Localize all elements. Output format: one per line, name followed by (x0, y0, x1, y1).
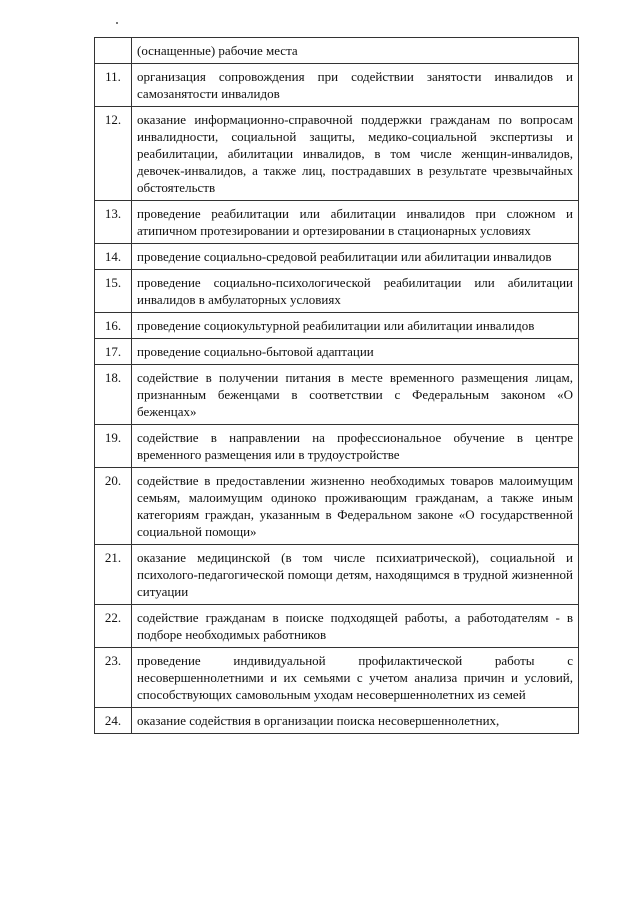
table-row (95, 708, 579, 734)
row-number: 23. (95, 648, 132, 708)
row-text: содействие в получении питания в месте временного размещения лицам, признанным беженцами в соответствии с Федеральным законом «О беженцах» (132, 365, 579, 425)
table-row (95, 38, 579, 64)
row-number: 24. (95, 708, 132, 734)
row-number: 18. (95, 365, 132, 425)
row-text: оказание информационно-справочной поддержки гражданам по вопросам инвалидности, социальной защиты, медико-социальной экспертизы и реабилитации, абилитации инвалидов, в том числе женщин-инвалидов, девочек-инвалидов, а также лиц, пострадавших в результате чрезвычайных обстоятельств (132, 107, 579, 201)
row-text: проведение социально-бытовой адаптации (132, 339, 579, 365)
row-number: 21. (95, 545, 132, 605)
row-text: содействие в направлении на профессиональное обучение в центре временного размещения или в трудоустройстве (132, 425, 579, 468)
row-text: оказание содействия в организации поиска несовершеннолетних, (132, 708, 579, 734)
table-row (95, 468, 579, 545)
table-row (95, 270, 579, 313)
row-text: проведение социокультурной реабилитации или абилитации инвалидов (132, 313, 579, 339)
row-text: оказание медицинской (в том числе психиатрической), социальной и психолого-педагогической помощи детям, находящимся в трудной жизненной ситуации (132, 545, 579, 605)
row-text: проведение социально-психологической реабилитации или абилитации инвалидов в амбулаторных условиях (132, 270, 579, 313)
row-text: (оснащенные) рабочие места (132, 38, 579, 64)
table-row (95, 107, 579, 201)
row-number: 13. (95, 201, 132, 244)
scan-speck (116, 22, 118, 24)
table-row (95, 244, 579, 270)
row-text: проведение социально-средовой реабилитации или абилитации инвалидов (132, 244, 579, 270)
row-number: 16. (95, 313, 132, 339)
services-table (94, 37, 579, 734)
row-number: 22. (95, 605, 132, 648)
row-number: 12. (95, 107, 132, 201)
row-number: 20. (95, 468, 132, 545)
table-row (95, 201, 579, 244)
row-text: проведение индивидуальной профилактической работы с несовершеннолетними и их семьями с учетом анализа причин и условий, способствующих самовольным уходам несовершеннолетних из семей (132, 648, 579, 708)
row-number: 11. (95, 64, 132, 107)
table-row (95, 648, 579, 708)
table-row (95, 339, 579, 365)
table-row (95, 313, 579, 339)
row-text: проведение реабилитации или абилитации инвалидов при сложном и атипичном протезировании и ортезировании в стационарных условиях (132, 201, 579, 244)
row-text: содействие гражданам в поиске подходящей работы, а работодателям - в подборе необходимых работников (132, 605, 579, 648)
table-row (95, 545, 579, 605)
table-row (95, 365, 579, 425)
row-number: 19. (95, 425, 132, 468)
row-number: 14. (95, 244, 132, 270)
table-row (95, 605, 579, 648)
row-text: содействие в предоставлении жизненно необходимых товаров малоимущим семьям, малоимущим одиноко проживающим гражданам, а также иным категориям граждан, указанным в Федеральном законе «О государственной социальной помощи» (132, 468, 579, 545)
row-number (95, 38, 132, 64)
row-text: организация сопровождения при содействии занятости инвалидов и самозанятости инвалидов (132, 64, 579, 107)
services-table-body (95, 38, 579, 734)
row-number: 17. (95, 339, 132, 365)
table-row (95, 425, 579, 468)
table-row (95, 64, 579, 107)
row-number: 15. (95, 270, 132, 313)
